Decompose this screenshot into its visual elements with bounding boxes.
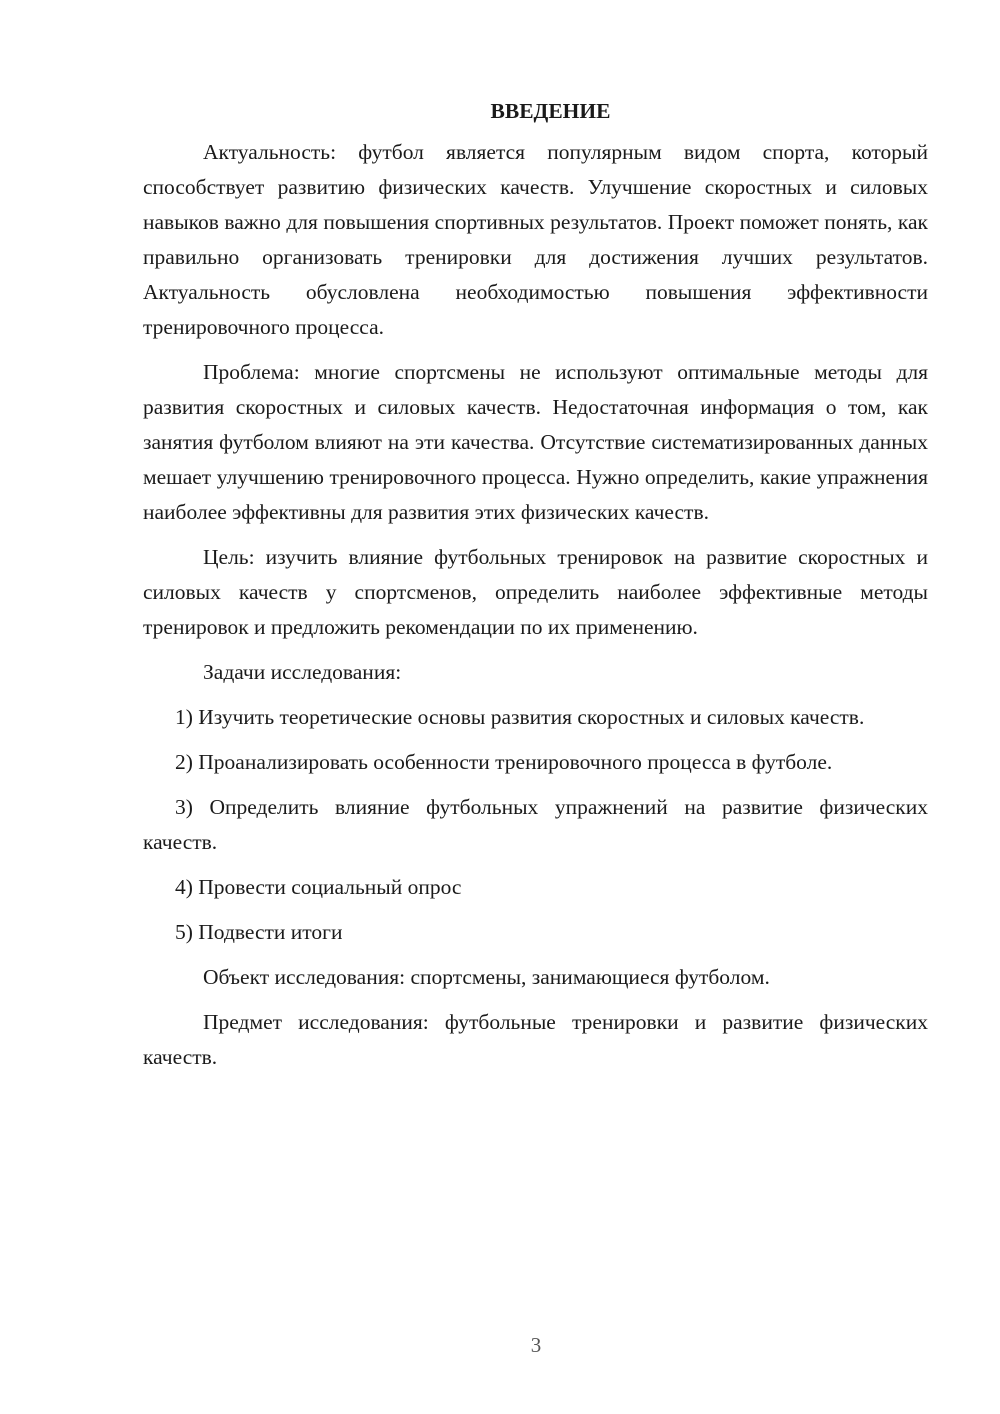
- goal-paragraph: Цель: изучить влияние футбольных тренировок на развитие скоростных и силовых качеств у спортсменов, определить наиболее эффективные методы тренировок и предложить рекомендации по их применению.: [143, 545, 928, 639]
- subject-paragraph: Предмет исследования: футбольные тренировки и развитие физических качеств.: [143, 1010, 928, 1069]
- object-paragraph: Объект исследования: спортсмены, занимающиеся футболом.: [203, 965, 770, 989]
- page-number: 3: [530, 1333, 542, 1357]
- problem-paragraph: Проблема: многие спортсмены не используют оптимальные методы для развития скоростных и силовых качеств. Недостаточная информация о том, как занятия футболом влияют на эти качества. Отсутствие систематизированных данных мешает улучшению тренировочного процесса. Нужно определить, какие упражнения наиболее эффективны для развития этих физических качеств.: [143, 360, 928, 524]
- tasks-heading: Задачи исследования:: [203, 660, 402, 684]
- task-item: 2) Проанализировать особенности тренировочного процесса в футболе.: [175, 750, 833, 774]
- task-item: 1) Изучить теоретические основы развития скоростных и силовых качеств.: [175, 705, 865, 729]
- page-content: [143, 96, 928, 1085]
- tasks-list: [143, 700, 928, 950]
- relevance-paragraph: Актуальность: футбол является популярным видом спорта, который способствует развитию физических качеств. Улучшение скоростных и силовых навыков важно для повышения спортивных результатов. Проект поможет понять, как правильно организовать тренировки для достижения лучших результатов. Актуальность обусловлена необходимостью повышения эффективности тренировочного процесса.: [143, 140, 928, 339]
- task-item: 3) Определить влияние футбольных упражнений на развитие физических качеств.: [143, 795, 928, 854]
- task-item: 5) Подвести итоги: [175, 920, 343, 944]
- page-title: ВВЕДЕНИЕ: [490, 99, 611, 123]
- task-item: 4) Провести социальный опрос: [175, 875, 462, 899]
